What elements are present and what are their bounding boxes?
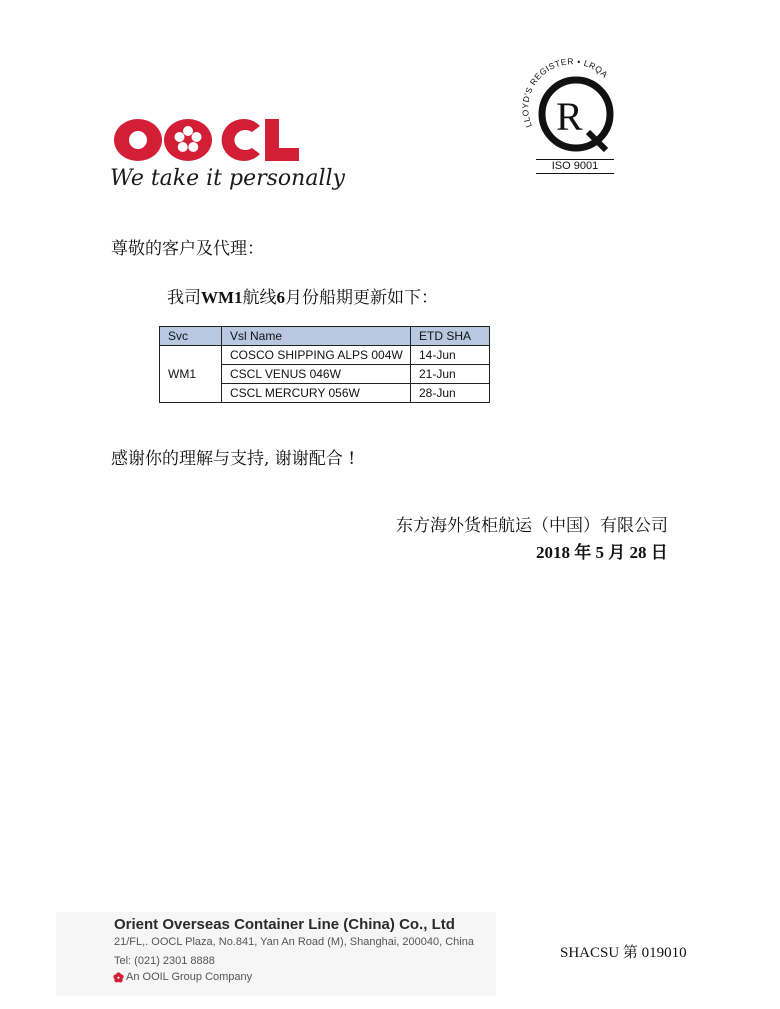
footer-address: 21/FL,. OOCL Plaza, No.841, Yan An Road (M), Shanghai, 200040, China	[114, 936, 474, 948]
header-etd-sha: ETD SHA	[411, 327, 490, 346]
signature-date	[536, 538, 668, 563]
intro-post: 月份船期更新如下：	[285, 288, 439, 308]
intro-pre: 我司	[167, 288, 201, 308]
certification-seal	[510, 56, 622, 176]
oocl-logo	[110, 112, 345, 194]
schedule-table	[159, 326, 490, 403]
vessel-cell: COSCO SHIPPING ALPS 004W	[222, 346, 411, 365]
intro-line	[167, 283, 438, 308]
service-cell: WM1	[160, 346, 222, 403]
svg-text:R: R	[556, 94, 583, 139]
header-vessel-name: Vsl Name	[222, 327, 411, 346]
intro-mid: 航线	[242, 288, 277, 308]
seal-ring-text: LLOYD'S REGISTER • LRQA	[520, 56, 611, 129]
footer-group: An OOIL Group Company	[126, 971, 253, 983]
signature-company: 东方海外货柜航运（中国）有限公司	[396, 516, 668, 536]
date-month: 5	[595, 543, 604, 562]
thanks-line: 感谢你的理解与支持, 谢谢配合 !	[111, 449, 356, 469]
ooil-flower-icon	[113, 972, 124, 983]
footer-company: Orient Overseas Container Line (China) Co., Ltd	[114, 916, 455, 933]
intro-service: WM1	[201, 288, 243, 307]
lrqa-seal-graphic	[510, 56, 622, 160]
date-day: 28	[629, 543, 647, 562]
oocl-wordmark	[112, 112, 302, 168]
etd-cell: 14-Jun	[411, 346, 490, 365]
date-day-unit: 日	[650, 543, 668, 562]
etd-cell: 21-Jun	[411, 365, 490, 384]
date-year: 2018	[536, 543, 570, 562]
greeting: 尊敬的客户及代理：	[111, 239, 264, 259]
etd-cell: 28-Jun	[411, 384, 490, 403]
date-month-unit: 月	[608, 543, 626, 562]
iso-label: ISO 9001	[536, 159, 614, 174]
footer-tel: Tel: (021) 2301 8888	[114, 955, 215, 967]
vessel-cell: CSCL VENUS 046W	[222, 365, 411, 384]
tagline: We take it personally	[110, 166, 345, 191]
table-row	[160, 346, 490, 365]
schedule-header-row	[160, 327, 490, 346]
intro-month: 6	[276, 288, 286, 307]
document-reference: SHACSU 第 019010	[560, 945, 687, 961]
header-svc: Svc	[160, 327, 222, 346]
footer-letterhead	[56, 912, 496, 996]
vessel-cell: CSCL MERCURY 056W	[222, 384, 411, 403]
date-year-unit: 年	[574, 543, 592, 562]
